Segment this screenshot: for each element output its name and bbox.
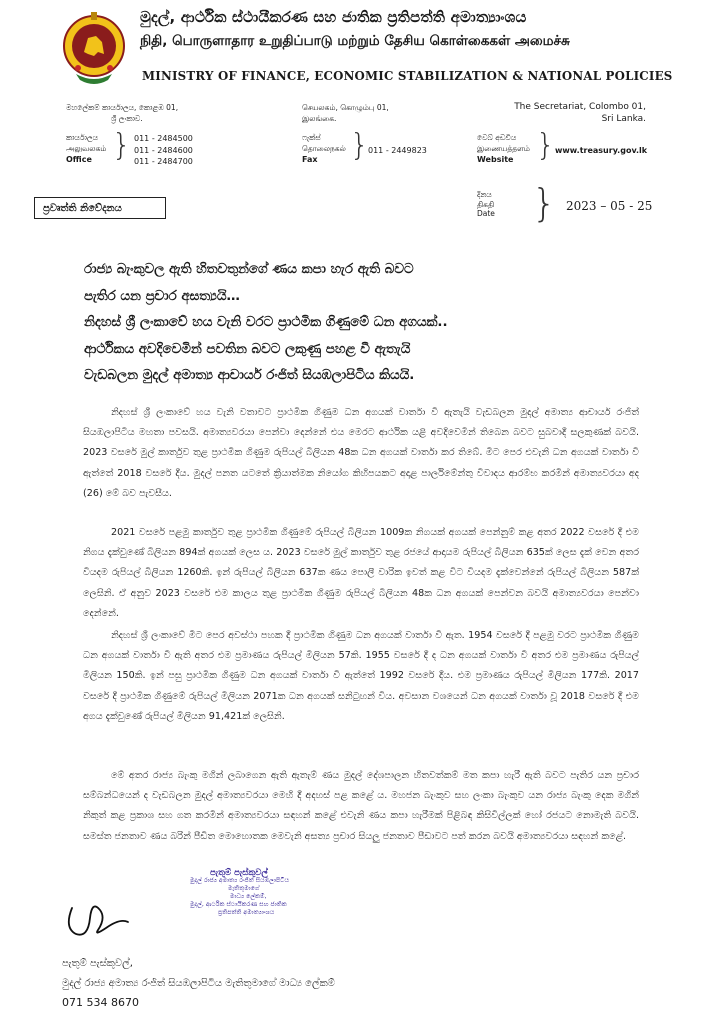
official-stamp	[190, 869, 320, 917]
office-labels	[66, 132, 106, 165]
web-label-si: වෙබ් අඩවිය	[477, 133, 517, 142]
address-sinhala	[66, 102, 178, 124]
address-tamil	[302, 102, 389, 124]
body-paragraph: නිදහස් ශ්‍රී ලංකාවේ මීට පෙර අවස්ථා පහක දී ප්‍රාථමික ගිණුම ධන අගයක් වාර්තා වී ඇත. 1954 වසරේ දී පළමු වරට ප්‍රාථමික ගිණුම ධන අගයක් වාර්තා වී ඇති අතර එම ප්‍රමාණය රුපියල් මිලියන 57කි. 1955 වසරේ දී ද ධන අගයක් වාර්තා වී අතර එම ප්‍රමාණය රුපියල් මිලියන 150කි. ඉන් පසු ප්‍රාථමික ගිණුම ධන අගයක් වාර්තා වී ඇත්තේ 1992 වසරේ දීය. එම ප්‍රමාණය රුපියල් මිලියන 177කි. 2017 වසරේ දී ප්‍රාථමික ගිණුමේ රුපියල් මිලියන 2071ක ධන අගයක් සනිටුහන් විය. අවසාන වශයෙන් ධන අගයක් වාර්තා වූ 2018 වසරේ දී එම අගය දැක්වුණේ රුපියල් මිලියන 91,421ක් ලෙසිනි.	[83, 630, 639, 722]
release-date: 2023 – 05 - 25	[566, 199, 653, 213]
date-label-si: දිනය	[477, 190, 492, 199]
brace-date: }	[532, 181, 557, 225]
office-label-en: Office	[66, 155, 92, 164]
brace-web: }	[536, 128, 556, 163]
date-label-ta: திகதி	[477, 199, 495, 209]
ministry-title-english: MINISTRY OF FINANCE, ECONOMIC STABILIZATION & NATIONAL POLICIES	[142, 69, 673, 83]
headline-line: නිදහස් ශ්‍රී ලංකාවේ හය වැනි වරට ප්‍රාථමික ගිණුමේ ධන අගයක්..	[84, 315, 448, 330]
fax-number: 011 - 2449823	[368, 146, 427, 155]
sri-lanka-emblem-icon	[58, 8, 130, 88]
headline	[84, 257, 624, 390]
headline-line: ආර්ථිකය අවදිවෙමින් පවතින බවට ලකුණු පහළ වී ඇතැයි	[84, 341, 411, 357]
stamp-line: මුදල්, ආර්ථික ස්ථායීකරණ සහ ජාතික	[190, 901, 287, 908]
address-line: செயலகம், கொழும்பு 01,	[302, 103, 389, 112]
brace-fax: }	[350, 128, 370, 163]
office-numbers	[134, 133, 193, 168]
footer-designation: මුදල් රාජ්‍ය අමාත්‍ය රංජිත් සියඹලාපිටිය මැතිතුමාගේ මාධ්‍ය ලේකම්	[62, 978, 335, 989]
stamp-name: පැතුම් පැස්කුවල්	[210, 868, 268, 878]
fax-label-si: ෆැක්ස්	[302, 133, 321, 142]
brace-office: }	[112, 128, 132, 163]
ministry-title-sinhala: මුදල්, ආර්ථික ස්ථායීකරණ සහ ජාතික ප්‍රතිපත්ති අමාත්‍යාංශය	[140, 8, 527, 26]
footer-phone: 071 534 8670	[62, 996, 139, 1009]
date-labels	[477, 190, 495, 219]
stamp-line: මාධ්‍ය ලේකම්,	[230, 893, 267, 900]
office-phone: 011 - 2484500	[134, 134, 193, 143]
signature-image	[54, 878, 164, 948]
press-release-label: ප්‍රවෘත්ති නිවේදනය	[34, 197, 166, 219]
office-label-ta: அலுவலகம்	[66, 144, 107, 153]
ministry-title-tamil: நிதி, பொருளாதார உறுதிப்பாடு மற்றும் தேசிய கொள்கைகள் அமைச்சு	[140, 33, 570, 49]
stamp-line: ප්‍රතිපත්ති අමාත්‍යාංශය	[218, 909, 275, 916]
headline-line: වැඩබලන මුදල් අමාත්‍ය ආචාර්ය රංජිත් සියඹලාපිටිය කියයි.	[84, 368, 415, 383]
date-label-en: Date	[477, 209, 495, 218]
fax-label-en: Fax	[302, 155, 318, 164]
web-label-ta: இணையத்தளம்	[477, 144, 530, 153]
headline-line: පැතිර යන ප්‍රචාර අසත්‍යයි…	[84, 288, 240, 304]
body-paragraph: මේ අතර රාජ්‍ය බැංකු මගින් ලබාගෙන ඇති ඇතැම් ණය මුදල් දේශපාලන හිතවත්කම් මත කපා හැරී ඇති බවට පැතිර යන ප්‍රචාර සම්බන්ධයෙන් ද වැඩබලන මුදල් අමාත්‍යවරයා මෙහි දී අදහස් පළ කළේ ය. මහජන බැංකුව සහ ලංකා බැංකුව යන රාජ්‍ය බැංකු දෙක මගින් නිකුත් කළ ප්‍රකාශ සහ ගත කරමින් අමාත්‍යවරයා සඳහන් කළේ එවැනි ණය කපා හැරීමක් පිළිබඳ කිසිවිල්ලක් හෝ රජයට නොමැති බවයි. සමස්ත ජනතාව ණය බරින් පීඩිත මොහොතක මෙවැනි අසත්‍ය ප්‍රචාර සියලු ජනතාව පීඩාවට පත් කරන බවයි අමාත්‍යවරයා සඳහන් කළේ.	[83, 770, 639, 842]
fax-labels	[302, 132, 346, 165]
body-paragraph: නිදහස් ශ්‍රී ලංකාවේ හය වැනි වතාවට ප්‍රාථමික ගිණුම ධන අගයක් වාර්තා වී ඇතැයි වැඩබලන මුදල් අමාත්‍ය ආචාර්ය රංජිත් සියඹලාපිටිය මහතා පවසයි. අමාත්‍යවරයා පෙන්වා දෙන්නේ එය මෙරට ආර්ථික යළි අවදිවෙමින් තිබෙන බවට සුබවාදී සලකුණක් බවයි. 2023 වසරේ මුල් කාර්තුව තුළ ප්‍රාථමික ගිණුම රුපියල් බිලියන 48ක ධන අගයක් වාර්තා කර තිබේ. මීට පෙර එවැනි ධන අගයක් වාර්තා වී ඇත්තේ 2018 වසරේ දීය. මුදල් පනත යටතේ ක්‍රියාත්මක නියෝග කිහිපයකට අදාළ පාර්ලිමේන්තු විවාදය ආරම්භ කරමින් අමාත්‍යවරයා අද (26) මේ බව පැවසීය.	[83, 407, 639, 499]
office-phone: 011 - 2484600	[134, 145, 193, 155]
address-line: இலங்கை.	[302, 114, 337, 123]
address-line: ශ්‍රී ලංකාව.	[111, 114, 143, 123]
footer-name: පැතුම් පැස්කුවල්,	[62, 958, 133, 969]
address-english	[470, 101, 646, 125]
office-phone: 011 - 2484700	[134, 157, 193, 166]
address-line: Sri Lanka.	[601, 114, 646, 124]
headline-line: රාජ්‍ය බැංකුවල ඇති හිතවතුන්ගේ ණය කපා හැර ඇති බවට	[84, 262, 414, 277]
address-line: The Secretariat, Colombo 01,	[514, 102, 646, 112]
web-labels	[477, 132, 530, 165]
stamp-line: මැතිතුමාගේ	[228, 885, 260, 892]
stamp-line: මුදල් රාජ්‍ය අමාත්‍ය රංජිත් සියඹලාපිටිය	[190, 877, 290, 884]
office-label-si: කාර්යාලය	[66, 133, 99, 142]
web-label-en: Website	[477, 155, 514, 164]
address-line: මහලේකම් කාර්යාලය, කොළඹ 01,	[66, 103, 179, 112]
website-link[interactable]: www.treasury.gov.lk	[555, 146, 648, 155]
fax-label-ta: தொலைநகல்	[302, 144, 346, 153]
body-paragraph: 2021 වසරේ පළමු කාර්තුව තුළ ප්‍රාථමික ගිණුමේ රුපියල් බිලියන 1009ක නිගයක් අගයක් පෙන්නුම් කළ අතර 2022 වසරේ දී එම නිගය දැක්වුණේ බිලියන 894ක් අගයක් ලෙස ය. 2023 වසරේ මුල් කාර්තුව තුළ රජයේ ආදායම රුපියල් බිලියන 635ක් ලෙස දැක් වෙන අතර වියදම රුපියල් බිලියන 1260කි. ඉන් රුපියල් බිලියන 637ක ණය පොලී වාරික ඉවත් කළ විට වියදම දැක්වෙන්නේ රුපියල් බිලියන 587ක් ලෙසිනි. ඒ අනුව 2023 වසරේ එම කාලය තුළ ප්‍රාථමික ගිණුම රුපියල් බිලියන 48ක ධන අගයක් පෙන්වන බවයි අමාත්‍යවරයා පෙන්වා දෙන්නේ.	[83, 527, 639, 619]
